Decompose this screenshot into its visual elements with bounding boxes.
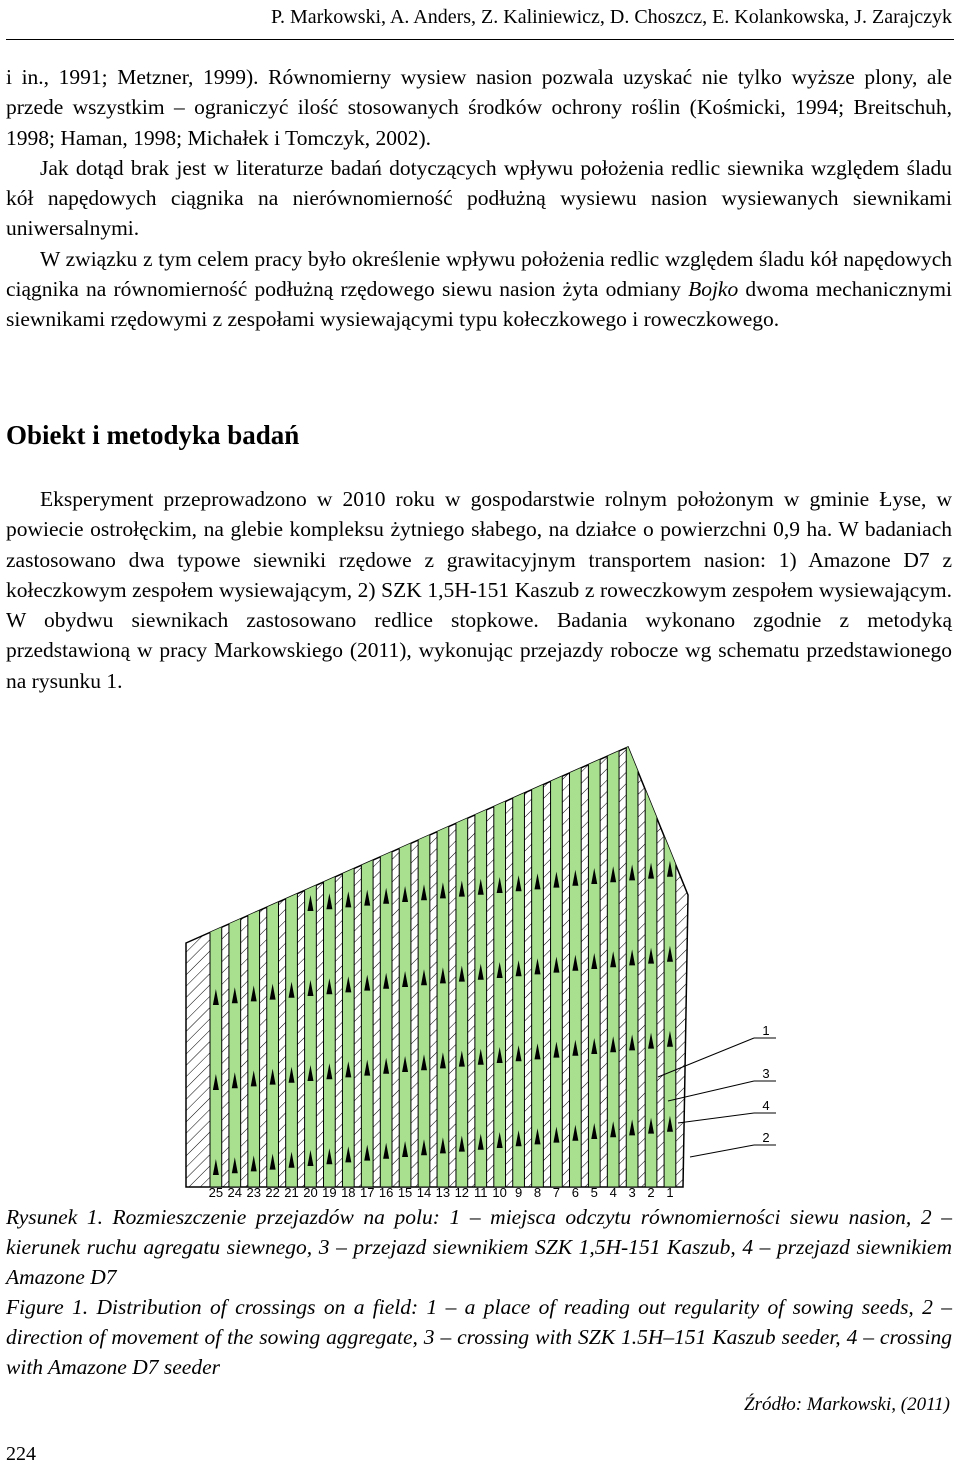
- intro-paragraph-1: i in., 1991; Metzner, 1999). Równomierny wysiew nasion pozwala uzyskać nie tylko wyższe plony, ale przede wszystkim – ograniczyć ilość stosowanych środków ochrony roślin (Kośmicki, 1994; Breitschuh, 1998; Haman, 1998; Michałek i Tomczyk, 2002).: [6, 65, 952, 150]
- page-number: 224: [6, 1443, 36, 1465]
- strip-23: [248, 745, 260, 1187]
- intro-p3-b: dwoma mechanicznymi siewnikami rzędowymi z zespołami wysiewającymi typu kołeczkowego i roweczkowego.: [6, 277, 953, 332]
- strip-number-label: 4: [609, 1185, 617, 1200]
- strip-number-label: 24: [227, 1185, 243, 1200]
- strip-number-label: 3: [628, 1185, 636, 1200]
- strip-number-label: 16: [378, 1185, 394, 1200]
- strip-number-label: 20: [303, 1185, 318, 1200]
- caption-english: Figure 1. Distribution of crossings on a field: 1 – a place of reading out regularity of sowing seeds, 2 – direction of movement of the sowing aggregate, 3 – crossing with SZK 1.5H–151 Kaszub seeder, 4 – crossing with Amazone D7 seeder: [6, 1295, 952, 1379]
- strip-number-label: 5: [590, 1185, 598, 1200]
- strip-24: [229, 745, 241, 1187]
- strip-17: [361, 745, 373, 1187]
- legend-label-3: 3: [762, 1066, 770, 1081]
- strip-25: [210, 745, 222, 1187]
- strip-number-label: 12: [454, 1185, 470, 1200]
- strip-number-label: 15: [397, 1185, 413, 1200]
- strip-13: [437, 745, 449, 1187]
- section-text: [6, 484, 952, 696]
- strip-number-label: 7: [552, 1185, 561, 1200]
- strip-number-label: 9: [514, 1185, 523, 1200]
- intro-paragraph-2: Jak dotąd brak jest w literaturze badań dotyczących wpływu położenia redlic siewnika względem śladu kół napędowych ciągnika na nierównomierność podłużną wysiewu nasion wysiewanych siewnikami uniwersalnymi.: [6, 155, 952, 241]
- field-diagram: [178, 745, 778, 1200]
- strip-16: [380, 745, 392, 1187]
- section-paragraph-1: Eksperyment przeprowadzono w 2010 roku w gospodarstwie rolnym położonym w gminie Łyse, w powiecie ostrołęckim, na glebie kompleksu żytniego słabego, na działce o powierzchni 0,9 ha. W badaniach zastosowano dwa typowe siewniki rzędowe z grawitacyjnym transportem nasion: 1) Amazone D7 z kołeczkowym zespołem wysiewającym, 2) SZK 1,5H-151 Kaszub z roweczkowym zespołem wysiewającym. W obydwu siewnikach zastosowano redlice stopkowe. Badania wykonano zgodnie z metodyką przedstawioną w pracy Markowskiego (2011), wykonując przejazdy robocze wg schematu przedstawionego na rysunku 1.: [6, 487, 952, 693]
- strip-number-label: 19: [322, 1185, 337, 1200]
- intro-text: [6, 62, 952, 335]
- strip-number-label: 10: [492, 1185, 507, 1200]
- strip-number-label: 17: [359, 1185, 375, 1200]
- strip-number-label: 23: [246, 1185, 261, 1200]
- running-header: P. Markowski, A. Anders, Z. Kaliniewicz, D. Choszcz, E. Kolankowska, J. Zarajczyk: [271, 6, 952, 28]
- header-rule: [6, 39, 954, 40]
- strip-20: [305, 745, 317, 1187]
- intro-p3-a: W związku z tym celem pracy było określenie wpływu położenia redlic względem śladu kół napędowych ciągnika na równomierność podłużną rzędowego siewu nasion żyta odmiany: [6, 246, 952, 302]
- strip-number-label: 2: [647, 1185, 655, 1200]
- strip-number-label: 1: [666, 1185, 674, 1200]
- strip-number-label: 18: [341, 1185, 356, 1200]
- figure-caption: [6, 1202, 952, 1382]
- strip-number-label: 6: [571, 1185, 579, 1200]
- figure-source: Źródło: Markowski, (2011): [744, 1394, 950, 1415]
- strip-number-label: 13: [435, 1185, 451, 1200]
- strip-14: [418, 745, 430, 1187]
- strip-number-label: 21: [284, 1185, 299, 1200]
- legend-leader-line: [678, 1113, 754, 1123]
- strip-number-label: 11: [473, 1185, 488, 1200]
- strip-19: [324, 745, 336, 1187]
- caption-polish: Rysunek 1. Rozmieszczenie przejazdów na polu: 1 – miejsca odczytu równomierności siewu nasion, 2 – kierunek ruchu agregatu siewnego, 3 – przejazd siewnikiem SZK 1,5H-151 Kaszub, 4 – przejazd siewnikiem Amazone D7: [6, 1205, 952, 1289]
- legend-leader-line: [690, 1145, 754, 1157]
- legend-label-1: 1: [762, 1023, 770, 1038]
- strip-22: [267, 745, 279, 1187]
- section-heading: Obiekt i metodyka badań: [6, 420, 300, 450]
- legend-label-4: 4: [762, 1098, 770, 1113]
- strip-number-label: 8: [533, 1185, 542, 1200]
- intro-paragraph-3: [6, 244, 952, 335]
- variety-name: Bojko: [688, 277, 739, 302]
- strip-number-label: 22: [265, 1185, 280, 1200]
- legend-label-2: 2: [762, 1130, 770, 1145]
- strip-15: [399, 745, 411, 1187]
- strip-number-label: 14: [416, 1185, 432, 1200]
- strip-18: [342, 745, 354, 1187]
- strip-number-label: 25: [208, 1185, 224, 1200]
- strip-21: [286, 745, 298, 1187]
